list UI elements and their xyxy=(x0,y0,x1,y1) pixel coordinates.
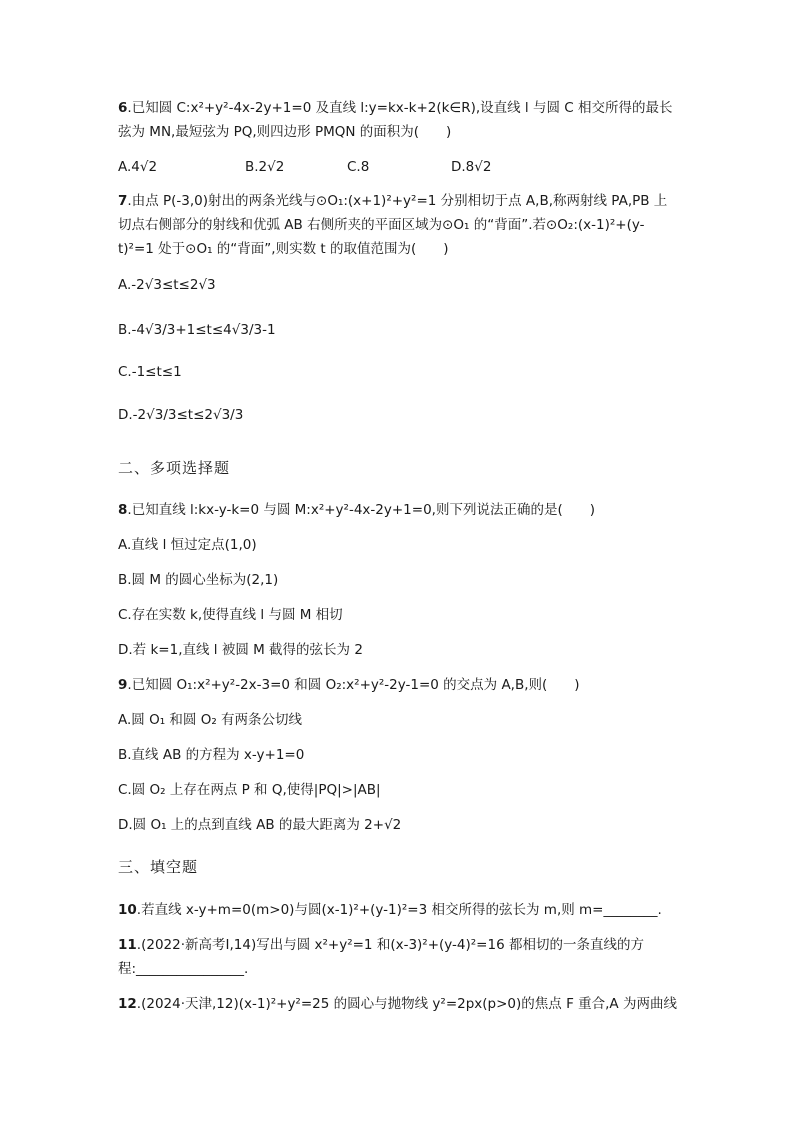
q6-option-d: D.8√2 xyxy=(451,159,492,175)
q10-number: 10 xyxy=(118,902,137,918)
q9-option-a: A.圆 O₁ 和圆 O₂ 有两条公切线 xyxy=(118,712,303,728)
q9-option-b: B.直线 AB 的方程为 x-y+1=0 xyxy=(118,747,305,763)
q6-line1 xyxy=(118,98,672,118)
q6-option-c: C.8 xyxy=(347,159,370,175)
q6-line2: 弦为 MN,最短弦为 PQ,则四边形 PMQN 的面积为( ) xyxy=(118,124,452,140)
q7-option-b: B.-4√3/3+1≤t≤4√3/3-1 xyxy=(118,322,276,338)
q7-number: 7 xyxy=(118,193,128,209)
q7-line2: 切点右侧部分的射线和优弧 AB 右侧所夹的平面区域为⊙O₁ 的“背面”.若⊙O₂:(x-1)²+(y- xyxy=(118,217,645,233)
q12-number: 12 xyxy=(118,996,137,1012)
q12-text-line1: .(2024·天津,12)(x-1)²+y²=25 的圆心与抛物线 y²=2px(p>0)的焦点 F 重合,A 为两曲线 xyxy=(136,996,677,1012)
q11-number: 11 xyxy=(118,937,137,953)
q7-option-a: A.-2√3≤t≤2√3 xyxy=(118,277,216,293)
q8-option-a: A.直线 l 恒过定点(1,0) xyxy=(118,537,257,553)
q10-line1 xyxy=(118,900,662,920)
q9-option-c: C.圆 O₂ 上存在两点 P 和 Q,使得|PQ|>|AB| xyxy=(118,782,381,798)
q11-line2: 程:________________. xyxy=(118,961,249,977)
q11-line1 xyxy=(118,935,644,955)
q9-option-d: D.圆 O₁ 上的点到直线 AB 的最大距离为 2+√2 xyxy=(118,817,402,833)
section-multiple-choice-heading: 二、多项选择题 xyxy=(118,459,231,477)
section-fill-in-heading: 三、填空题 xyxy=(118,858,199,876)
q8-option-c: C.存在实数 k,使得直线 l 与圆 M 相切 xyxy=(118,607,343,623)
q6-option-a: A.4√2 xyxy=(118,159,158,175)
q7-text-line1: .由点 P(-3,0)射出的两条光线与⊙O₁:(x+1)²+y²=1 分别相切于点 A,B,称两射线 PA,PB 上 xyxy=(127,193,668,209)
q6-option-b: B.2√2 xyxy=(245,159,285,175)
q8-line1 xyxy=(118,500,595,520)
q6-number: 6 xyxy=(118,100,128,116)
q6-text-line1: .已知圆 C:x²+y²-4x-2y+1=0 及直线 l:y=kx-k+2(k∈R),设直线 l 与圆 C 相交所得的最长 xyxy=(127,100,673,116)
q9-text: .已知圆 O₁:x²+y²-2x-3=0 和圆 O₂:x²+y²-2y-1=0 的交点为 A,B,则( ) xyxy=(127,677,580,693)
q12-line1 xyxy=(118,994,677,1014)
q7-option-d: D.-2√3/3≤t≤2√3/3 xyxy=(118,407,244,423)
q7-line3: t)²=1 处于⊙O₁ 的“背面”,则实数 t 的取值范围为( ) xyxy=(118,241,449,257)
q8-option-d: D.若 k=1,直线 l 被圆 M 截得的弦长为 2 xyxy=(118,642,363,658)
q9-number: 9 xyxy=(118,677,128,693)
q10-text: .若直线 x-y+m=0(m>0)与圆(x-1)²+(y-1)²=3 相交所得的弦长为 m,则 m=________. xyxy=(136,902,662,918)
q7-line1 xyxy=(118,191,667,211)
q8-text: .已知直线 l:kx-y-k=0 与圆 M:x²+y²-4x-2y+1=0,则下列说法正确的是( ) xyxy=(127,502,595,518)
q11-text-line1: .(2022·新高考Ⅰ,14)写出与圆 x²+y²=1 和(x-3)²+(y-4)²=16 都相切的一条直线的方 xyxy=(136,937,644,953)
q7-option-c: C.-1≤t≤1 xyxy=(118,364,182,380)
q8-option-b: B.圆 M 的圆心坐标为(2,1) xyxy=(118,572,279,588)
q8-number: 8 xyxy=(118,502,128,518)
q9-line1 xyxy=(118,675,580,695)
